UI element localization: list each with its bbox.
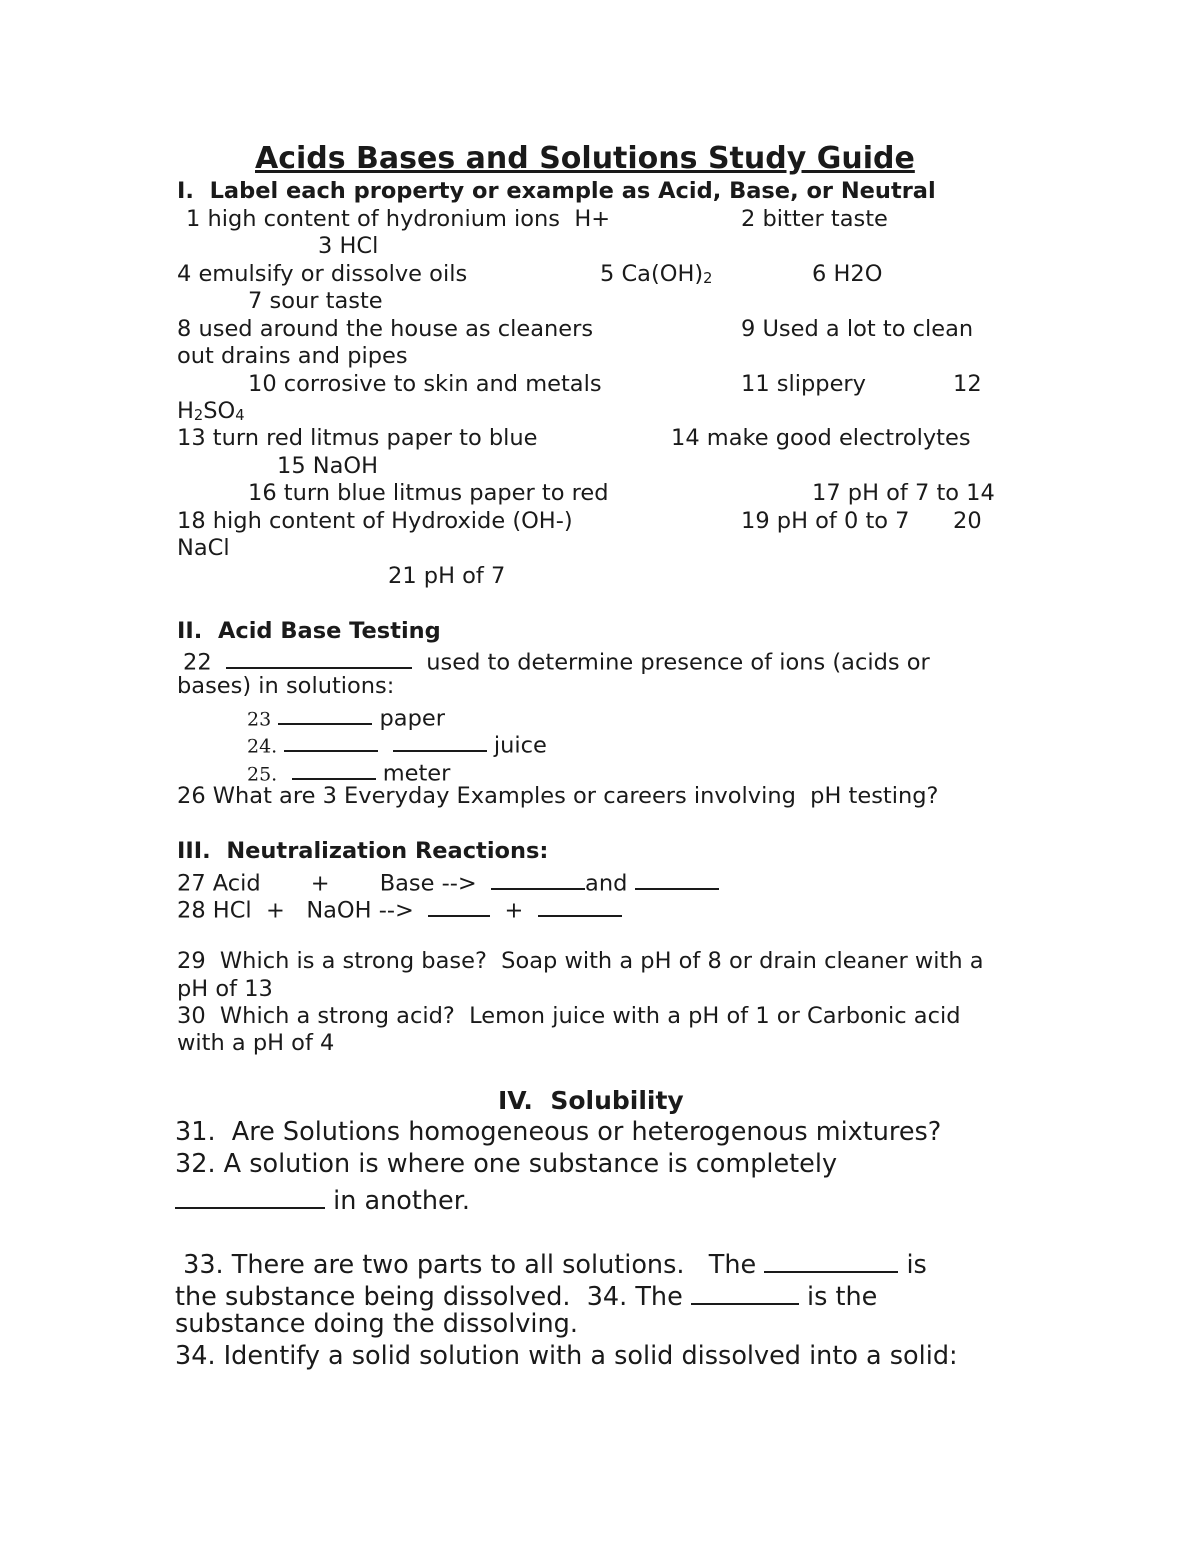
item-2: 2 bitter taste [741, 206, 888, 232]
blank-25[interactable] [292, 758, 376, 780]
question-22: 22 used to determine presence of ions (acids or [183, 647, 930, 674]
question-24: 24. juice [247, 730, 547, 757]
question-30-cont: with a pH of 4 [177, 1030, 335, 1056]
blank-33[interactable] [764, 1248, 898, 1273]
question-22-cont: bases) in solutions: [177, 673, 395, 699]
question-29-cont: pH of 13 [177, 976, 273, 1002]
item-13: 13 turn red litmus paper to blue [177, 425, 538, 451]
item-21: 21 pH of 7 [388, 563, 506, 589]
page-title: Acids Bases and Solutions Study Guide [255, 141, 915, 176]
blank-22[interactable] [226, 647, 412, 669]
question-27: 27 Acid + Base --> and [177, 868, 719, 895]
blank-23[interactable] [278, 703, 372, 725]
blank-34a[interactable] [691, 1280, 799, 1305]
section-3-heading: III. Neutralization Reactions: [177, 838, 549, 864]
item-16: 16 turn blue litmus paper to red [248, 480, 609, 506]
item-11: 11 slippery [741, 371, 866, 397]
item-7: 7 sour taste [248, 288, 383, 314]
item-20: 20 [953, 508, 982, 534]
section-4-heading: IV. Solubility [498, 1086, 684, 1115]
item-19: 19 pH of 0 to 7 [741, 508, 910, 534]
question-33: 33. There are two parts to all solutions. The is [175, 1249, 927, 1280]
question-26: 26 What are 3 Everyday Examples or careers involving pH testing? [177, 783, 939, 809]
item-12-formula: $H_2SO_4$ [177, 398, 245, 425]
blank-27b[interactable] [635, 868, 719, 890]
question-23: 23 paper [247, 703, 445, 730]
blank-27a[interactable] [491, 868, 585, 890]
item-17: 17 pH of 7 to 14 [812, 480, 995, 506]
item-9: 9 Used a lot to clean [741, 316, 974, 342]
item-10: 10 corrosive to skin and metals [248, 371, 602, 397]
blank-32[interactable] [175, 1184, 325, 1209]
item-14: 14 make good electrolytes [671, 425, 971, 451]
item-5: 5 $Ca(OH)_2$ [600, 261, 713, 288]
question-29: 29 Which is a strong base? Soap with a pH of 8 or drain cleaner with a [177, 948, 984, 974]
question-33-end: substance doing the dissolving. [175, 1309, 578, 1339]
question-33-cont: the substance being dissolved. 34. The is the [175, 1281, 878, 1312]
section-2-heading: II. Acid Base Testing [177, 618, 441, 644]
blank-24b[interactable] [393, 730, 487, 752]
item-20-formula: NaCl [177, 535, 230, 561]
item-8: 8 used around the house as cleaners [177, 316, 594, 342]
blank-28a[interactable] [428, 895, 490, 917]
section-1-heading: I. Label each property or example as Acid, Base, or Neutral [177, 178, 936, 204]
question-32: 32. A solution is where one substance is completely [175, 1149, 838, 1179]
item-9-cont: out drains and pipes [177, 343, 408, 369]
item-3: 3 HCl [318, 233, 379, 259]
item-6: 6 H2O [812, 261, 883, 287]
item-15: 15 NaOH [277, 453, 379, 479]
question-31: 31. Are Solutions homogeneous or heterogenous mixtures? [175, 1117, 942, 1147]
question-25: 25. meter [247, 758, 450, 785]
question-32-cont: in another. [175, 1184, 470, 1214]
item-1: 1 high content of hydronium ions H+ [186, 206, 611, 232]
question-30: 30 Which a strong acid? Lemon juice with a pH of 1 or Carbonic acid [177, 1003, 961, 1029]
item-18: 18 high content of Hydroxide (OH-) [177, 508, 573, 534]
question-28: 28 HCl + NaOH --> + [177, 895, 622, 922]
item-12: 12 [953, 371, 982, 397]
question-34: 34. Identify a solid solution with a solid dissolved into a solid: [175, 1341, 958, 1371]
blank-24a[interactable] [284, 730, 378, 752]
item-4: 4 emulsify or dissolve oils [177, 261, 468, 287]
blank-28b[interactable] [538, 895, 622, 917]
